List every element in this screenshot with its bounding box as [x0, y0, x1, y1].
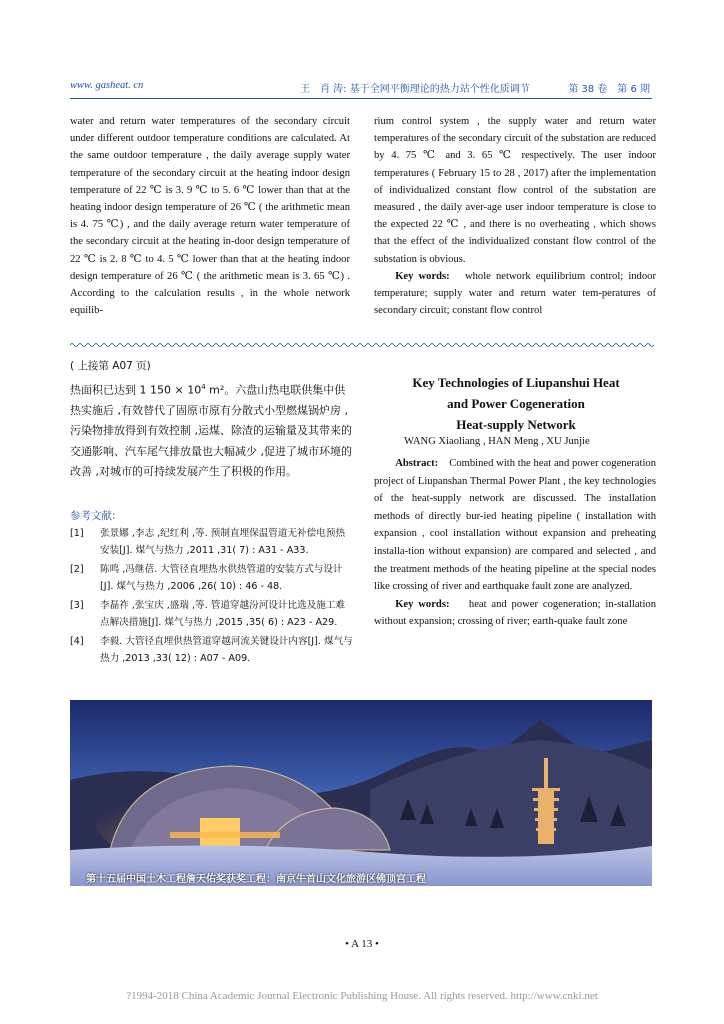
night-scene-illustration — [70, 700, 652, 886]
prev-keywords — [374, 268, 656, 320]
prev-keywords-text: whole network equilibrium control; indoor temperature; supply water and return water tem-peratures of secondary circuit; constant flow control — [374, 270, 656, 317]
english-abstract-text: Abstract: Combined with the heat and power cogeneration project of Liupanshan Thermal Power Plant , the key technologies of the heat-supply network are discussed. The installation methods of directly bur-ied heating pipeline ( installation with expansion , cool installation without expansion and preheating installa-tion without expansion) are compared and selected , and the treatment methods of the heating pipeline at the special nodes like crossing of river and earthquake fault zone are analyzed. — [374, 458, 656, 593]
references-title: 参考文献: — [70, 510, 116, 522]
prev-keywords-label: Key words: — [395, 270, 450, 282]
prev-abstract-left-text: water and return water temperatures of the secondary circuit under different outdoor temperature conditions are calculated. At the same outdoor temperature , the daily average supply water temperature of the secondary circuit at the heating indoor design temperature of 22 ℃ is 3. 9 ℃ to 5. 6 ℃ lower than that at the heating indoor design temperature of 26 ℃ ( the arithmetic mean is 4. 75 ℃) , and the daily average return water temperature of the secondary circuit at the heating in-door design temperature of 22 ℃ is 2. 8 ℃ to 4. 5 ℃ lower than that at the heating indoor design temperature of 26 ℃ ( the arithmetic mean is 3. 65 ℃) . According to the calculation results , in the whole network equilib- — [70, 116, 350, 317]
photo-buddha-palace — [70, 700, 652, 886]
running-article-title: 王 肖 涛: 基于全网平衡理论的热力站个性化质调节 — [300, 84, 530, 95]
prev-abstract-left-column — [70, 113, 350, 319]
continuation-note: ( 上接第 A07 页) — [70, 360, 151, 372]
journal-website[interactable]: www. gasheat. cn — [70, 80, 144, 91]
section-divider — [70, 342, 654, 348]
photo-caption: 第十五届中国土木工程詹天佑奖获奖工程：南京牛首山文化旅游区佛顶宫工程 — [86, 874, 426, 885]
volume-issue: 第 38 卷 第 6 期 — [568, 84, 650, 95]
reference-item: [3] 李磊祚 ,张宝庆 ,盛瑞 ,等. 管道穿越汾河设计比选及施工难点解决措施[J]. 煤气与热力 ,2015 ,35( 6) : A23 - A29. — [70, 600, 346, 628]
continuation-block — [70, 356, 352, 483]
reference-item: [1] 张景娜 ,李志 ,纪红利 ,等. 预制直埋保温管道无补偿电预热安装[J]. 煤气与热力 ,2011 ,31( 7) : A31 - A33. — [70, 528, 346, 556]
english-keywords: Key words: heat and power cogeneration; in-stallation without expansion; crossing of river; earth-quake fault zone — [374, 598, 656, 628]
english-authors: WANG Xiaoliang , HAN Meng , XU Junjie — [404, 436, 590, 447]
prev-abstract-right-text: rium control system , the supply water and return water temperatures of the secondary circuit of the substation are reduced by 4. 75 ℃ and 3. 65 ℃ respectively. The user indoor temperatures ( February 15 to 28 , 2017) after the implementation of individualized constant flow control of the substation are measured , the daily aver-age user indoor temperature is close to the expected 22 ℃ , and there is no overheating , which shows that the effect of the individualized constant flow control of the substation is obvious. — [374, 116, 656, 265]
reference-item: [2] 陈鸣 ,冯继蓓. 大管径直埋热水供热管道的安装方式与设计[J]. 煤气与热力 ,2006 ,26( 10) : 46 - 48. — [70, 564, 343, 592]
page-number: • A 13 • — [345, 938, 379, 950]
continuation-text: 热面积已达到 1 $150 \times 10^4$ m²。六盘山热电联供集中供热实施后 ,有效替代了固原市原有分散式小型燃煤锅炉房 ,污染物排放得到有效控制 ,运煤、除渣的运输量及其带来的交通影响、汽车尾气排放量也大幅减少 ,促进了城市环境的改善 ,对城市的可持续发展产生了积极的作用。 — [70, 382, 352, 479]
running-header — [70, 80, 650, 96]
copyright-footer: ?1994-2018 China Academic Journal Electronic Publishing House. All rights reserved. http://www.cnki.net — [126, 990, 598, 1002]
references-list — [70, 526, 354, 670]
prev-abstract-right-column — [374, 113, 656, 319]
reference-item: [4] 李毅. 大管径直埋供热管道穿越河流关键设计内容[J]. 煤气与热力 ,2013 ,33( 12) : A07 - A09. — [70, 636, 353, 664]
english-abstract — [374, 455, 656, 631]
english-article-title: Key Technologies of Liupanshui Heat and Power Cogeneration Heat-supply Network — [412, 375, 620, 432]
header-rule — [70, 98, 652, 99]
